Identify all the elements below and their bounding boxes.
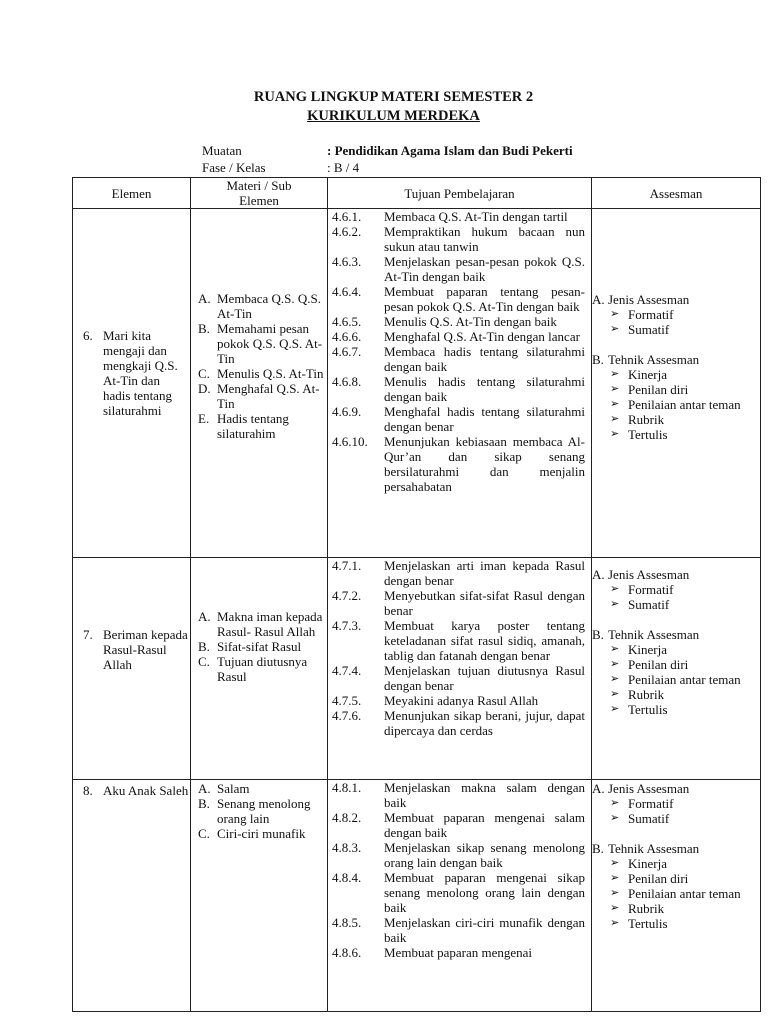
muatan-label: Muatan bbox=[202, 143, 242, 158]
tehnik-assesman-heading bbox=[592, 352, 760, 367]
tujuan-number: 4.8.4. bbox=[332, 870, 362, 885]
assesman-letter: B. bbox=[592, 841, 604, 856]
jenis-assesman-heading bbox=[592, 292, 760, 307]
assesman-item-text: Kinerja bbox=[628, 367, 667, 382]
materi-list bbox=[191, 609, 327, 684]
elemen-number: 8. bbox=[83, 783, 93, 798]
tujuan-number: 4.6.7. bbox=[332, 344, 362, 359]
tujuan-number: 4.6.9. bbox=[332, 404, 362, 419]
tujuan-text: Menjelaskan ciri-ciri munafik dengan baik bbox=[384, 915, 585, 945]
assesman-item bbox=[592, 597, 760, 612]
assesman-letter: B. bbox=[592, 352, 604, 367]
arrow-bullet-icon: ➢ bbox=[610, 643, 620, 655]
tujuan-item bbox=[328, 344, 591, 374]
materi-item bbox=[198, 381, 325, 411]
tujuan-text: Membuat paparan mengenai salam dengan baik bbox=[384, 810, 585, 840]
assesman-heading: Tehnik Assesman bbox=[608, 841, 700, 856]
elemen-number: 6. bbox=[83, 328, 93, 343]
elemen-cell bbox=[73, 209, 191, 558]
arrow-bullet-icon: ➢ bbox=[610, 872, 620, 884]
materi-cell bbox=[191, 780, 328, 1012]
materi-list bbox=[191, 291, 327, 441]
materi-item bbox=[198, 609, 325, 639]
muatan-value: : Pendidikan Agama Islam dan Budi Pekerti bbox=[327, 143, 573, 158]
materi-text: Menulis Q.S. At-Tin bbox=[217, 366, 324, 381]
tujuan-text: Menjelaskan pesan-pesan pokok Q.S. At-Tin dengan baik bbox=[384, 254, 585, 284]
spacer bbox=[592, 337, 760, 352]
assesman-item bbox=[592, 397, 760, 412]
assesman-item-text: Sumatif bbox=[628, 597, 670, 612]
materi-item bbox=[198, 291, 325, 321]
tujuan-text: Membuat paparan mengenai sikap senang menolong orang lain dengan baik bbox=[384, 870, 585, 915]
tujuan-number: 4.6.5. bbox=[332, 314, 362, 329]
spacer bbox=[592, 612, 760, 627]
assesman-letter: A. bbox=[592, 781, 605, 796]
tujuan-text: Menjelaskan arti iman kepada Rasul dengan benar bbox=[384, 558, 585, 588]
elemen-text: Beriman kepada Rasul-Rasul Allah bbox=[103, 627, 188, 672]
tujuan-item bbox=[328, 618, 591, 663]
table-row bbox=[73, 209, 761, 558]
arrow-bullet-icon: ➢ bbox=[610, 583, 620, 595]
elemen-block bbox=[73, 781, 190, 798]
materi-text: Makna iman kepada Rasul- Rasul Allah bbox=[217, 609, 323, 639]
tujuan-text: Menulis hadis tentang silaturahmi dengan baik bbox=[384, 374, 585, 404]
assesman-item bbox=[592, 702, 760, 717]
tujuan-cell bbox=[328, 780, 592, 1012]
materi-letter: C. bbox=[198, 366, 210, 381]
assesman-item-text: Penilan diri bbox=[628, 657, 689, 672]
assesman-cell bbox=[592, 558, 761, 780]
tujuan-text: Menyebutkan sifat-sifat Rasul dengan benar bbox=[384, 588, 585, 618]
assesman-item bbox=[592, 307, 760, 322]
arrow-bullet-icon: ➢ bbox=[610, 902, 620, 914]
assesman-item bbox=[592, 382, 760, 397]
materi-letter: B. bbox=[198, 321, 210, 336]
tujuan-item bbox=[328, 314, 591, 329]
document-title: RUANG LINGKUP MATERI SEMESTER 2 bbox=[253, 89, 534, 105]
assesman-cell bbox=[592, 780, 761, 1012]
assesman-item-text: Penilan diri bbox=[628, 382, 689, 397]
tujuan-item bbox=[328, 708, 591, 738]
tujuan-text: Menjelaskan tujuan diutusnya Rasul dengan benar bbox=[384, 663, 585, 693]
assesman-item bbox=[592, 367, 760, 382]
tujuan-number: 4.7.6. bbox=[332, 708, 362, 723]
arrow-bullet-icon: ➢ bbox=[610, 413, 620, 425]
tujuan-number: 4.6.2. bbox=[332, 224, 362, 239]
tujuan-item bbox=[328, 254, 591, 284]
arrow-bullet-icon: ➢ bbox=[610, 368, 620, 380]
tujuan-number: 4.6.8. bbox=[332, 374, 362, 389]
elemen-row bbox=[83, 627, 190, 672]
tujuan-number: 4.8.6. bbox=[332, 945, 362, 960]
tujuan-number: 4.8.5. bbox=[332, 915, 362, 930]
tujuan-item bbox=[328, 284, 591, 314]
tujuan-number: 4.6.3. bbox=[332, 254, 362, 269]
materi-text: Senang menolong orang lain bbox=[217, 796, 311, 826]
assesman-item-text: Sumatif bbox=[628, 811, 670, 826]
tujuan-list bbox=[328, 558, 591, 738]
assesman-letter: A. bbox=[592, 292, 605, 307]
materi-text: Salam bbox=[217, 781, 250, 796]
jenis-assesman-heading bbox=[592, 781, 760, 796]
materi-letter: A. bbox=[198, 609, 211, 624]
materi-table bbox=[72, 177, 761, 1012]
arrow-bullet-icon: ➢ bbox=[610, 703, 620, 715]
assesman-item-text: Penilaian antar teman bbox=[628, 886, 741, 901]
arrow-bullet-icon: ➢ bbox=[610, 383, 620, 395]
tujuan-item bbox=[328, 404, 591, 434]
assesman-item-text: Kinerja bbox=[628, 856, 667, 871]
assesman-item-text: Rubrik bbox=[628, 412, 665, 427]
materi-text: Membaca Q.S. Q.S. At-Tin bbox=[217, 291, 321, 321]
assesman-heading: Jenis Assesman bbox=[608, 292, 690, 307]
arrow-bullet-icon: ➢ bbox=[610, 323, 620, 335]
materi-item bbox=[198, 654, 325, 684]
assesman-item bbox=[592, 856, 760, 871]
assesman-block bbox=[592, 292, 760, 442]
arrow-bullet-icon: ➢ bbox=[610, 797, 620, 809]
assesman-letter: B. bbox=[592, 627, 604, 642]
tujuan-text: Membaca Q.S. At-Tin dengan tartil bbox=[384, 209, 568, 224]
assesman-item-text: Tertulis bbox=[628, 916, 668, 931]
tujuan-text: Menunjukan kebiasaan membaca Al-Qur’an dan sikap senang bersilaturahmi dan menjalin persahabatan bbox=[384, 434, 585, 494]
tujuan-text: Membuat paparan tentang pesan-pesan pokok Q.S. At-Tin dengan baik bbox=[384, 284, 585, 314]
tujuan-list bbox=[328, 780, 591, 960]
assesman-block bbox=[592, 781, 760, 931]
arrow-bullet-icon: ➢ bbox=[610, 673, 620, 685]
assesman-item bbox=[592, 796, 760, 811]
tujuan-item bbox=[328, 209, 591, 224]
tujuan-item bbox=[328, 224, 591, 254]
assesman-item-text: Penilan diri bbox=[628, 871, 689, 886]
assesman-heading: Jenis Assesman bbox=[608, 567, 690, 582]
fase-label: Fase / Kelas bbox=[202, 160, 266, 175]
materi-item bbox=[198, 321, 325, 366]
tujuan-text: Menghafal Q.S. At-Tin dengan lancar bbox=[384, 329, 580, 344]
assesman-item bbox=[592, 672, 760, 687]
arrow-bullet-icon: ➢ bbox=[610, 812, 620, 824]
materi-text: Ciri-ciri munafik bbox=[217, 826, 306, 841]
table-row bbox=[73, 780, 761, 1012]
tujuan-item bbox=[328, 693, 591, 708]
arrow-bullet-icon: ➢ bbox=[610, 857, 620, 869]
assesman-item-text: Formatif bbox=[628, 307, 674, 322]
assesman-item-text: Tertulis bbox=[628, 702, 668, 717]
assesman-item-text: Formatif bbox=[628, 582, 674, 597]
materi-item bbox=[198, 796, 325, 826]
jenis-assesman-heading bbox=[592, 567, 760, 582]
materi-text: Sifat-sifat Rasul bbox=[217, 639, 302, 654]
assesman-cell bbox=[592, 209, 761, 558]
tujuan-number: 4.6.1. bbox=[332, 209, 362, 224]
fase-value: : B / 4 bbox=[327, 160, 360, 175]
tujuan-text: Menjelaskan sikap senang menolong orang lain dengan baik bbox=[384, 840, 585, 870]
assesman-heading: Tehnik Assesman bbox=[608, 352, 700, 367]
materi-item bbox=[198, 411, 325, 441]
tujuan-cell bbox=[328, 209, 592, 558]
tujuan-item bbox=[328, 558, 591, 588]
tujuan-number: 4.6.6. bbox=[332, 329, 362, 344]
assesman-item bbox=[592, 582, 760, 597]
materi-letter: C. bbox=[198, 654, 210, 669]
assesman-item bbox=[592, 811, 760, 826]
materi-letter: B. bbox=[198, 639, 210, 654]
materi-item bbox=[198, 639, 325, 654]
arrow-bullet-icon: ➢ bbox=[610, 308, 620, 320]
tujuan-number: 4.6.10. bbox=[332, 434, 368, 449]
tujuan-item bbox=[328, 588, 591, 618]
materi-letter: D. bbox=[198, 381, 211, 396]
assesman-item bbox=[592, 322, 760, 337]
tujuan-text: Mempraktikan hukum bacaan nun sukun atau tanwin bbox=[384, 224, 585, 254]
arrow-bullet-icon: ➢ bbox=[610, 688, 620, 700]
assesman-item-text: Rubrik bbox=[628, 687, 665, 702]
tujuan-number: 4.7.1. bbox=[332, 558, 362, 573]
materi-letter: A. bbox=[198, 781, 211, 796]
tujuan-number: 4.6.4. bbox=[332, 284, 362, 299]
elemen-block bbox=[73, 326, 190, 418]
materi-letter: B. bbox=[198, 796, 210, 811]
tujuan-item bbox=[328, 945, 591, 960]
assesman-item-text: Sumatif bbox=[628, 322, 670, 337]
tujuan-item bbox=[328, 663, 591, 693]
arrow-bullet-icon: ➢ bbox=[610, 887, 620, 899]
materi-list bbox=[191, 781, 327, 841]
tujuan-number: 4.8.2. bbox=[332, 810, 362, 825]
tujuan-item bbox=[328, 840, 591, 870]
table-header-row bbox=[73, 178, 761, 209]
tujuan-text: Membuat paparan mengenai bbox=[384, 945, 532, 960]
materi-letter: A. bbox=[198, 291, 211, 306]
assesman-item bbox=[592, 871, 760, 886]
document-subtitle: KURIKULUM MERDEKA bbox=[307, 108, 480, 124]
table-row bbox=[73, 558, 761, 780]
header-tujuan: Tujuan Pembelajaran bbox=[328, 178, 592, 209]
tujuan-number: 4.7.3. bbox=[332, 618, 362, 633]
tujuan-text: Meyakini adanya Rasul Allah bbox=[384, 693, 539, 708]
assesman-item bbox=[592, 657, 760, 672]
tujuan-text: Menjelaskan makna salam dengan baik bbox=[384, 780, 585, 810]
materi-text: Tujuan diutusnya Rasul bbox=[217, 654, 308, 684]
assesman-item bbox=[592, 916, 760, 931]
elemen-block bbox=[73, 625, 190, 672]
assesman-block bbox=[592, 567, 760, 717]
assesman-heading: Jenis Assesman bbox=[608, 781, 690, 796]
elemen-number: 7. bbox=[83, 627, 93, 642]
header-assesman: Assesman bbox=[592, 178, 761, 209]
assesman-item-text: Penilaian antar teman bbox=[628, 397, 741, 412]
arrow-bullet-icon: ➢ bbox=[610, 598, 620, 610]
assesman-item-text: Penilaian antar teman bbox=[628, 672, 741, 687]
assesman-item bbox=[592, 427, 760, 442]
assesman-item-text: Tertulis bbox=[628, 427, 668, 442]
tujuan-cell bbox=[328, 558, 592, 780]
tujuan-item bbox=[328, 434, 591, 494]
spacer bbox=[592, 826, 760, 841]
header-elemen: Elemen bbox=[73, 178, 191, 209]
materi-item bbox=[198, 826, 325, 841]
elemen-row bbox=[83, 783, 190, 798]
materi-text: Menghafal Q.S. At-Tin bbox=[217, 381, 320, 411]
tehnik-assesman-heading bbox=[592, 627, 760, 642]
tujuan-text: Menulis Q.S. At-Tin dengan baik bbox=[384, 314, 557, 329]
materi-item bbox=[198, 366, 325, 381]
materi-text: Hadis tentang silaturahim bbox=[217, 411, 289, 441]
materi-cell bbox=[191, 209, 328, 558]
tujuan-text: Membaca hadis tentang silaturahmi dengan baik bbox=[384, 344, 585, 374]
header-materi: Materi / Sub Elemen bbox=[191, 178, 328, 209]
tujuan-number: 4.8.3. bbox=[332, 840, 362, 855]
tujuan-text: Menghafal hadis tentang silaturahmi dengan benar bbox=[384, 404, 585, 434]
assesman-item-text: Kinerja bbox=[628, 642, 667, 657]
arrow-bullet-icon: ➢ bbox=[610, 398, 620, 410]
elemen-text: Aku Anak Saleh bbox=[103, 783, 189, 798]
assesman-item bbox=[592, 901, 760, 916]
assesman-item bbox=[592, 642, 760, 657]
elemen-cell bbox=[73, 558, 191, 780]
assesman-heading: Tehnik Assesman bbox=[608, 627, 700, 642]
tujuan-item bbox=[328, 329, 591, 344]
tujuan-number: 4.8.1. bbox=[332, 780, 362, 795]
assesman-item bbox=[592, 886, 760, 901]
tujuan-number: 4.7.4. bbox=[332, 663, 362, 678]
tujuan-list bbox=[328, 209, 591, 494]
assesman-item-text: Formatif bbox=[628, 796, 674, 811]
tujuan-item bbox=[328, 374, 591, 404]
assesman-item-text: Rubrik bbox=[628, 901, 665, 916]
materi-letter: C. bbox=[198, 826, 210, 841]
elemen-cell bbox=[73, 780, 191, 1012]
elemen-row bbox=[83, 328, 190, 418]
assesman-item bbox=[592, 687, 760, 702]
tujuan-item bbox=[328, 870, 591, 915]
materi-letter: E. bbox=[198, 411, 210, 426]
arrow-bullet-icon: ➢ bbox=[610, 428, 620, 440]
arrow-bullet-icon: ➢ bbox=[610, 658, 620, 670]
assesman-letter: A. bbox=[592, 567, 605, 582]
tujuan-number: 4.7.5. bbox=[332, 693, 362, 708]
tujuan-item bbox=[328, 915, 591, 945]
materi-text: Memahami pesan pokok Q.S. Q.S. At-Tin bbox=[217, 321, 323, 366]
arrow-bullet-icon: ➢ bbox=[610, 917, 620, 929]
materi-item bbox=[198, 781, 325, 796]
elemen-text: Mari kita mengaji dan mengkaji Q.S. At-Tin dan hadis tentang silaturahmi bbox=[103, 328, 178, 418]
tehnik-assesman-heading bbox=[592, 841, 760, 856]
materi-cell bbox=[191, 558, 328, 780]
tujuan-item bbox=[328, 810, 591, 840]
tujuan-text: Menunjukan sikap berani, jujur, dapat dipercaya dan cerdas bbox=[384, 708, 585, 738]
assesman-item bbox=[592, 412, 760, 427]
tujuan-item bbox=[328, 780, 591, 810]
tujuan-text: Membuat karya poster tentang keteladanan sifat rasul sidiq, amanah, tablig dan fatanah dengan benar bbox=[384, 618, 585, 663]
tujuan-number: 4.7.2. bbox=[332, 588, 362, 603]
